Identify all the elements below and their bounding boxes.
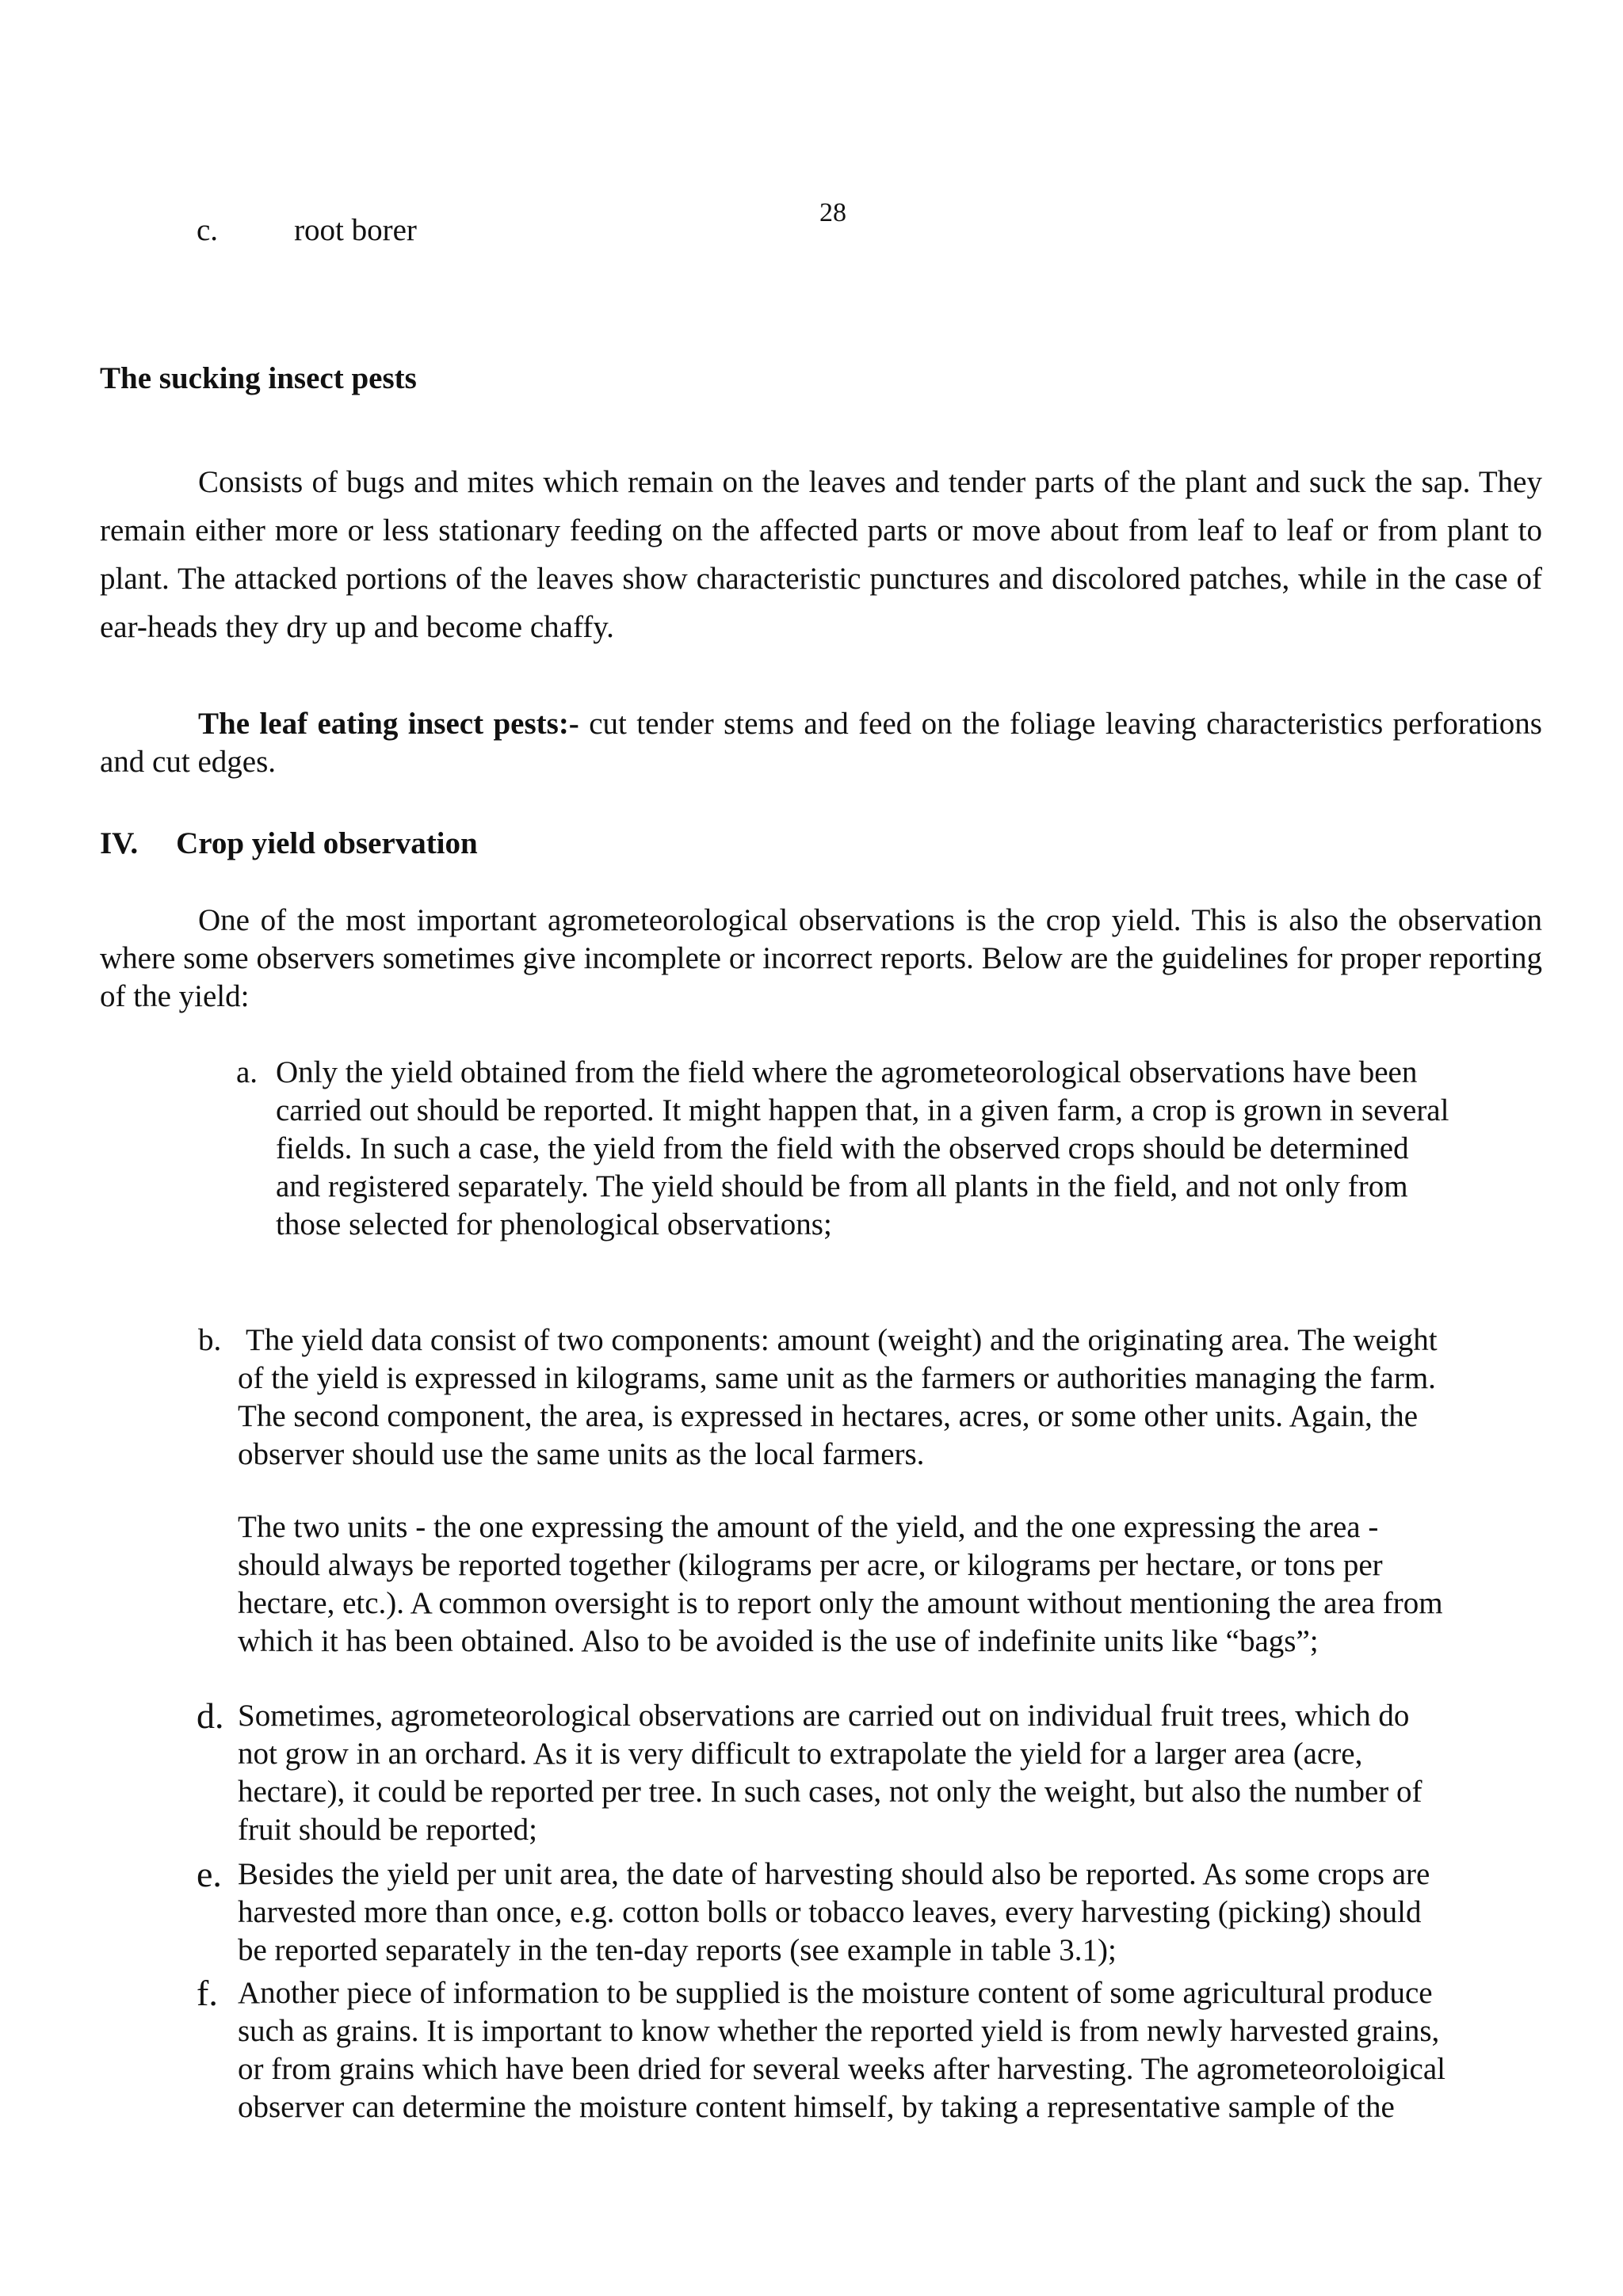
text-line: which it has been obtained. Also to be avoided is the use of indefinite units like “bags”; <box>238 1624 1319 1658</box>
leaf-eating-lead: The leaf eating insect pests:- <box>198 707 579 741</box>
text-line: observer can determine the moisture content himself, by taking a representative sample of the <box>238 2090 1395 2124</box>
list-marker: a. <box>236 1055 258 1089</box>
paragraph-sucking: Consists of bugs and mites which remain on the leaves and tender parts of the plant and suck the sap. They remain either more or less stationary feeding on the affected parts or move about from leaf to leaf or from plant to plant. The attacked portions of the leaves show characteristic punctures and discolored patches, while in the case of ear-heads they dry up and become chaffy. <box>100 465 1542 644</box>
list-marker: d. <box>197 1695 224 1736</box>
page-number: 28 <box>819 198 846 227</box>
paragraph-crop-yield-intro: One of the most important agrometeorological observations is the crop yield. This is also the observation where some observers sometimes give incomplete or incorrect reports. Below are the guidelines for proper reporting of the yield: <box>100 903 1542 1013</box>
section-heading-sucking: The sucking insect pests <box>100 361 417 395</box>
text-line: those selected for phenological observations; <box>276 1207 832 1241</box>
list-item-c <box>197 212 417 248</box>
text-line: fields. In such a case, the yield from the field with the observed crops should be determined <box>276 1131 1409 1165</box>
list-item-f <box>197 1973 1446 2124</box>
text-line: should always be reported together (kilograms per acre, or kilograms per hectare, or tons per <box>238 1548 1383 1582</box>
list-item-a <box>236 1054 1449 1241</box>
list-marker: c. <box>197 213 219 247</box>
text-line: Sometimes, agrometeorological observations are carried out on individual fruit trees, which do <box>238 1699 1410 1733</box>
text-line: The yield data consist of two components: amount (weight) and the originating area. The weight <box>246 1323 1438 1357</box>
text-line: and registered separately. The yield should be from all plants in the field, and not only from <box>276 1169 1408 1203</box>
text-line: be reported separately in the ten-day reports (see example in table 3.1); <box>238 1933 1117 1967</box>
text-line: hectare), it could be reported per tree. In such cases, not only the weight, but also the number of <box>238 1775 1423 1809</box>
text-line: not grow in an orchard. As it is very difficult to extrapolate the yield for a larger area (acre, <box>238 1737 1363 1771</box>
list-item-b <box>198 1322 1443 1658</box>
text-line: harvested more than once, e.g. cotton bolls or tobacco leaves, every harvesting (picking) should <box>238 1895 1422 1929</box>
list-item-text: root borer <box>294 213 417 247</box>
text-line: of the yield is expressed in kilograms, same unit as the farmers or authorities managing the farm. <box>238 1361 1436 1395</box>
list-marker: e. <box>197 1854 222 1894</box>
text-line: The two units - the one expressing the amount of the yield, and the one expressing the area - <box>238 1510 1379 1544</box>
text-line: fruit should be reported; <box>238 1813 537 1847</box>
text-line: Only the yield obtained from the field where the agrometeorological observations have been <box>276 1055 1418 1089</box>
section-heading-crop-yield <box>100 826 478 861</box>
text-line: carried out should be reported. It might happen that, in a given farm, a crop is grown in several <box>276 1093 1449 1127</box>
text-line: observer should use the same units as the local farmers. <box>238 1437 925 1471</box>
list-marker: b. <box>198 1323 222 1357</box>
section-title: Crop yield observation <box>176 826 478 860</box>
paragraph-leaf-eating <box>100 705 1542 781</box>
text-line: hectare, etc.). A common oversight is to report only the amount without mentioning the area from <box>238 1586 1443 1620</box>
leaf-eating-text: cut tender stems and feed on the foliage leaving characteristics perforations and cut edges. <box>100 707 1542 779</box>
list-marker: f. <box>197 1973 218 2013</box>
text-line: such as grains. It is important to know whether the reported yield is from newly harvested grains, <box>238 2014 1440 2048</box>
text-line: or from grains which have been dried for several weeks after harvesting. The agrometeoroloigical <box>238 2052 1446 2086</box>
list-item-d <box>197 1695 1423 1847</box>
section-number: IV. <box>100 826 139 860</box>
text-line: The second component, the area, is expressed in hectares, acres, or some other units. Again, the <box>238 1399 1419 1433</box>
text-line: Another piece of information to be supplied is the moisture content of some agricultural produce <box>238 1976 1433 2010</box>
list-item-e <box>197 1854 1430 1967</box>
text-line: Besides the yield per unit area, the date of harvesting should also be reported. As some crops are <box>238 1857 1430 1891</box>
